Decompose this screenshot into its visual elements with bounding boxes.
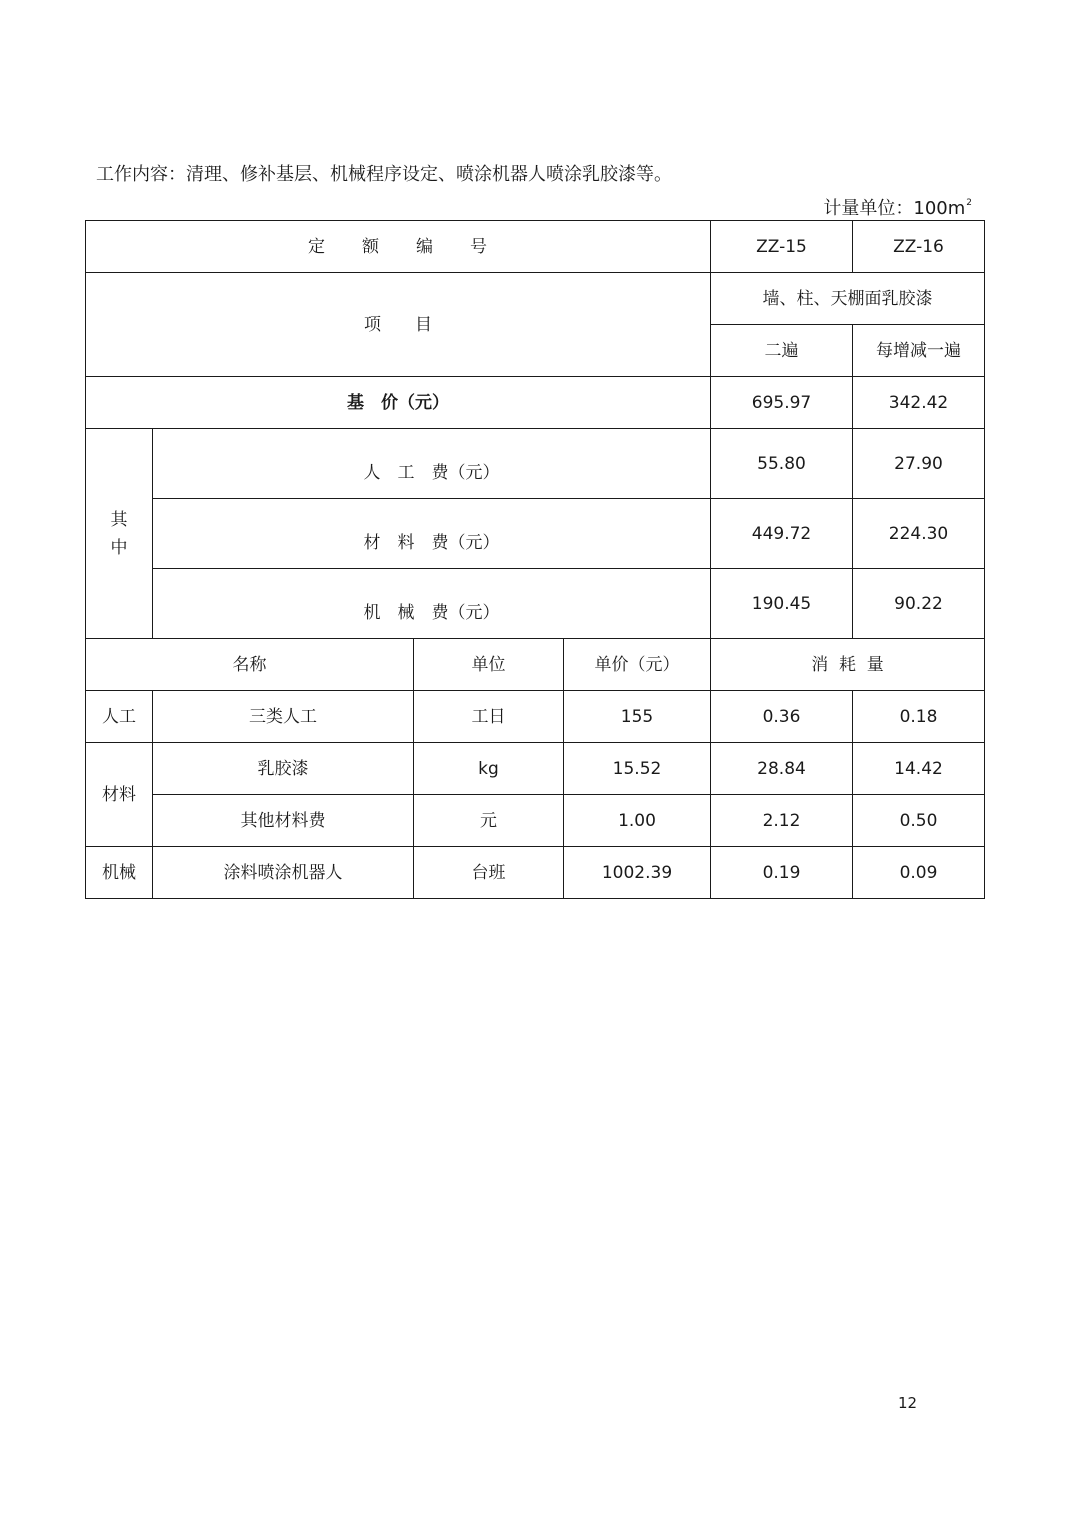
- work-content: 工作内容：清理、修补基层、机械程序设定、喷涂机器人喷涂乳胶漆等。: [96, 164, 672, 185]
- row-price: 1.00: [564, 795, 711, 847]
- sub-item-2: 每增减一遍: [853, 325, 985, 377]
- row-consumption-2: 0.50: [853, 795, 985, 847]
- group-labor: 人工: [86, 691, 153, 743]
- cost-machine-2: 90.22: [853, 569, 985, 639]
- cost-labor-1: 55.80: [711, 429, 853, 499]
- row-consumption-1: 0.36: [711, 691, 853, 743]
- table-row: [86, 691, 985, 743]
- base-price-1: 695.97: [711, 377, 853, 429]
- row-consumption-1: 0.19: [711, 847, 853, 899]
- item-group: 墙、柱、天棚面乳胶漆: [711, 273, 985, 325]
- base-price-2: 342.42: [853, 377, 985, 429]
- code-zz15: ZZ-15: [711, 221, 853, 273]
- base-price-label: 基 价（元）: [86, 377, 711, 429]
- header-unit-price: 单价（元）: [564, 639, 711, 691]
- sub-item-1: 二遍: [711, 325, 853, 377]
- header-unit: 单位: [414, 639, 564, 691]
- row-unit: 工日: [414, 691, 564, 743]
- cost-material-1: 449.72: [711, 499, 853, 569]
- row-consumption-2: 0.18: [853, 691, 985, 743]
- row-unit: kg: [414, 743, 564, 795]
- measurement-unit: [823, 191, 972, 221]
- item-label: 项 目: [86, 273, 711, 377]
- quota-table: [85, 220, 985, 899]
- row-name: 涂料喷涂机器人: [153, 847, 414, 899]
- cost-material-2: 224.30: [853, 499, 985, 569]
- table-row: [86, 847, 985, 899]
- code-zz16: ZZ-16: [853, 221, 985, 273]
- header-row: [86, 639, 985, 691]
- header-name: 名称: [86, 639, 414, 691]
- row-consumption-1: 28.84: [711, 743, 853, 795]
- cost-labor-2: 27.90: [853, 429, 985, 499]
- row-consumption-2: 0.09: [853, 847, 985, 899]
- unit-superscript: 2: [966, 198, 972, 208]
- row-name: 其他材料费: [153, 795, 414, 847]
- cost-row-labor: [86, 429, 985, 499]
- row-consumption-2: 14.42: [853, 743, 985, 795]
- page-number: 12: [898, 1394, 918, 1412]
- group-machine: 机械: [86, 847, 153, 899]
- table-row: [86, 743, 985, 795]
- cost-row-machine: [86, 569, 985, 639]
- quota-number-label: 定 额 编 号: [86, 221, 711, 273]
- row-consumption-1: 2.12: [711, 795, 853, 847]
- row-price: 1002.39: [564, 847, 711, 899]
- cost-row-material: [86, 499, 985, 569]
- row-unit: 台班: [414, 847, 564, 899]
- cost-label-machine: 机 械 费（元）: [153, 569, 711, 639]
- group-material: 材料: [86, 743, 153, 847]
- cost-label-material: 材 料 费（元）: [153, 499, 711, 569]
- cost-label-labor: 人 工 费（元）: [153, 429, 711, 499]
- row-name: 乳胶漆: [153, 743, 414, 795]
- row-price: 155: [564, 691, 711, 743]
- header-consumption: 消 耗 量: [711, 639, 985, 691]
- base-price-row: [86, 377, 985, 429]
- row-unit: 元: [414, 795, 564, 847]
- of-which-label: 其 中: [86, 429, 153, 639]
- row-name: 三类人工: [153, 691, 414, 743]
- table-row: [86, 795, 985, 847]
- unit-label: 计量单位：100m: [823, 198, 966, 219]
- quota-number-row: [86, 221, 985, 273]
- cost-machine-1: 190.45: [711, 569, 853, 639]
- row-price: 15.52: [564, 743, 711, 795]
- item-row: [86, 273, 985, 325]
